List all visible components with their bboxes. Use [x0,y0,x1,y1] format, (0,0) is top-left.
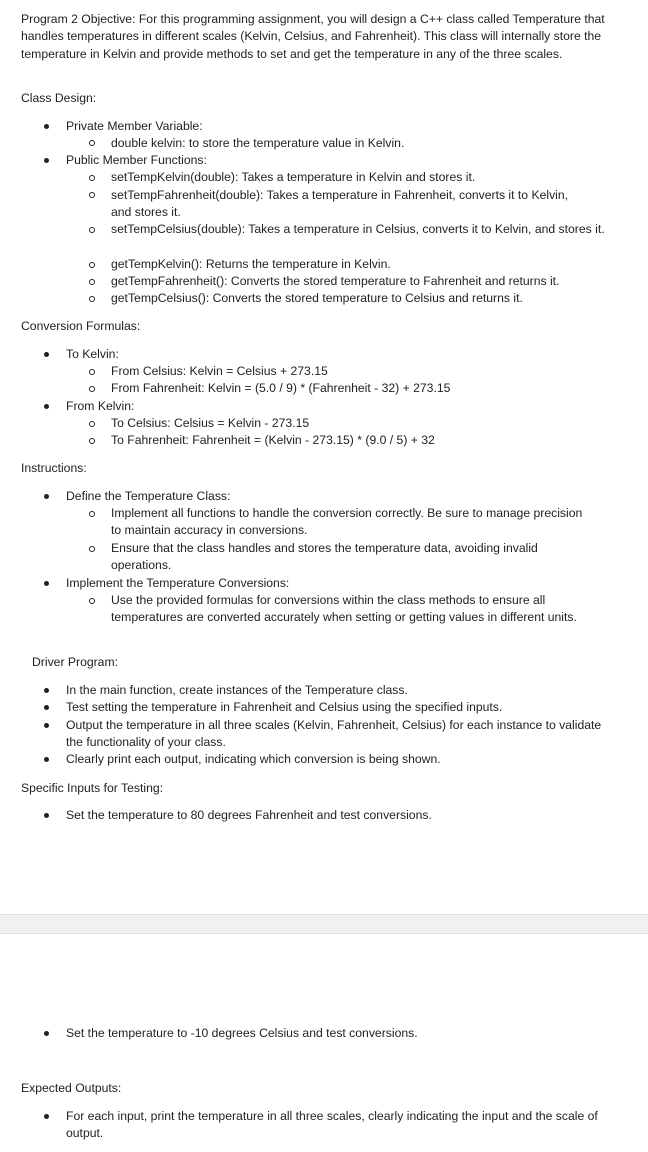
document-page-2 [0,934,648,1152]
public-function-item: setTempCelsius(double): Takes a temperature in Celsius, converts it to Kelvin, and stores it. [111,222,605,236]
bullet-dot [44,813,49,818]
sub-bullet-circle [89,438,95,444]
class-design-heading: Class Design: [21,91,97,105]
private-member-label: Private Member Variable: [66,119,203,133]
public-function-item: getTempKelvin(): Returns the temperature in Kelvin. [111,257,391,271]
sub-bullet-circle [89,369,95,375]
sub-bullet-circle [89,175,95,181]
public-function-item: setTempKelvin(double): Takes a temperature in Kelvin and stores it. [111,170,476,184]
expected-item: For each input, print the temperature in all three scales, clearly indicating the input and the scale of output. [66,1109,598,1141]
bullet-dot [44,705,49,710]
bullet-dot [44,723,49,728]
public-function-item: getTempFahrenheit(): Converts the stored temperature to Fahrenheit and returns it. [111,274,560,288]
sub-bullet-circle [89,279,95,285]
driver-item: Test setting the temperature in Fahrenheit and Celsius using the specified inputs. [66,700,503,714]
driver-item: In the main function, create instances of the Temperature class. [66,683,408,697]
to-kelvin-label: To Kelvin: [66,347,119,361]
formula-item: To Celsius: Celsius = Kelvin - 273.15 [111,416,310,430]
instruction-item: Ensure that the class handles and stores the temperature data, avoiding invalid operations. [111,541,538,573]
objective-paragraph: Program 2 Objective: For this programming assignment, you will design a C++ class called Temperature that handles temperatures in different scales (Kelvin, Celsius, and Fahrenheit). This class will internally store the temperature in Kelvin and provide methods to set and get the temperature in any of the three scales. [21,12,605,61]
expected-heading: Expected Outputs: [21,1081,122,1095]
sub-bullet-circle [89,140,95,146]
testing-heading: Specific Inputs for Testing: [21,781,164,795]
bullet-dot [44,124,49,129]
instruction-item: Use the provided formulas for conversions within the class methods to ensure all temperatures are converted accurately when setting or getting values in different units. [111,593,577,625]
testing-item: Set the temperature to -10 degrees Celsius and test conversions. [66,1026,418,1040]
define-class-label: Define the Temperature Class: [66,489,231,503]
bullet-dot [44,158,49,163]
sub-bullet-circle [89,296,95,302]
sub-bullet-circle [89,227,95,233]
page-break-gap [0,914,648,934]
private-member-item: double kelvin: to store the temperature value in Kelvin. [111,136,405,150]
public-functions-label: Public Member Functions: [66,153,207,167]
instructions-heading: Instructions: [21,461,87,475]
bullet-dot [44,494,49,499]
bullet-dot [44,688,49,693]
driver-item: Output the temperature in all three scales (Kelvin, Fahrenheit, Celsius) for each instance to validate the functionality of your class. [66,718,602,750]
sub-bullet-circle [89,598,95,604]
sub-bullet-circle [89,386,95,392]
formulas-heading: Conversion Formulas: [21,319,141,333]
driver-item: Clearly print each output, indicating which conversion is being shown. [66,752,441,766]
bullet-dot [44,581,49,586]
sub-bullet-circle [89,421,95,427]
sub-bullet-circle [89,192,95,198]
bullet-dot [44,404,49,409]
driver-heading: Driver Program: [32,655,119,669]
implement-conversions-label: Implement the Temperature Conversions: [66,576,290,590]
instruction-item: Implement all functions to handle the conversion correctly. Be sure to manage precision to maintain accuracy in conversions. [111,506,583,538]
from-kelvin-label: From Kelvin: [66,399,135,413]
public-function-item: setTempFahrenheit(double): Takes a temperature in Fahrenheit, converts it to Kelvin, and stores it. [111,188,569,220]
formula-item: From Celsius: Kelvin = Celsius + 273.15 [111,364,328,378]
formula-item: To Fahrenheit: Fahrenheit = (Kelvin - 273.15) * (9.0 / 5) + 32 [111,433,435,447]
testing-item: Set the temperature to 80 degrees Fahrenheit and test conversions. [66,808,432,822]
bullet-dot [44,1114,49,1119]
bullet-dot [44,352,49,357]
sub-bullet-circle [89,262,95,268]
formula-item: From Fahrenheit: Kelvin = (5.0 / 9) * (Fahrenheit - 32) + 273.15 [111,381,451,395]
public-function-item: getTempCelsius(): Converts the stored temperature to Celsius and returns it. [111,291,523,305]
sub-bullet-circle [89,546,95,552]
sub-bullet-circle [89,511,95,517]
bullet-dot [44,757,49,762]
bullet-dot [44,1031,49,1036]
